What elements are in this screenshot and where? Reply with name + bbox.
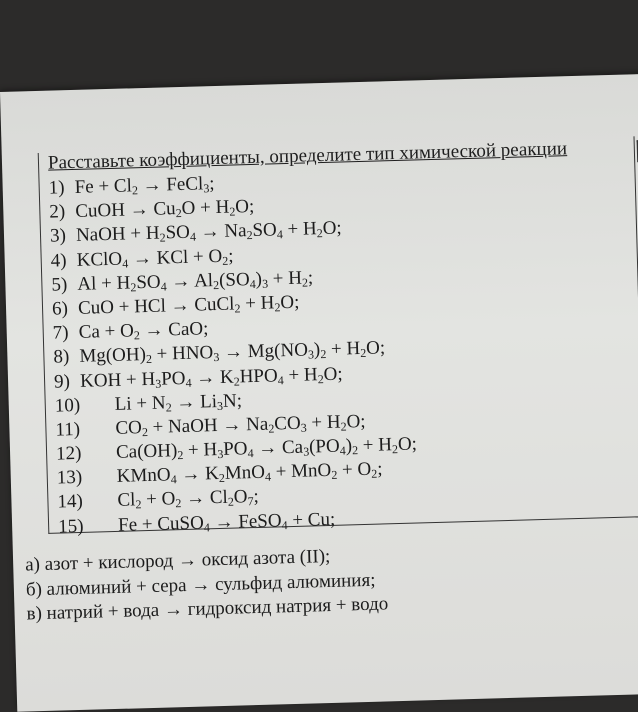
word-equation-item: в) натрий + вода → гидроксид натрия + водо bbox=[26, 593, 389, 625]
reaction-equation: $CO_2$ + NaOH → $Na_2CO_3 + H_2O$; bbox=[115, 410, 366, 440]
reaction-number: 4) bbox=[50, 249, 67, 272]
reaction-equation: KClO$_4$ → KCl + $O_2$; bbox=[76, 245, 234, 271]
worksheet-heading: Расставьте коэффициенты, определите тип химической реакции bbox=[47, 138, 568, 174]
word-equation-item: а) азот + кислород → оксид азота (II); bbox=[24, 545, 331, 576]
reaction-equation: $Ca(OH)_2 + H_3PO_4 \to Ca_3(PO_4)_2 + H_2O$; bbox=[115, 433, 418, 463]
reaction-equation: $Mg(OH)_2 + HNO_3 \to Mg(NO_3)_2 + H_2O$; bbox=[79, 337, 386, 368]
word-equation-item: б) алюминий + сера → сульфид алюминия; bbox=[25, 569, 376, 600]
reaction-number: 12) bbox=[55, 442, 82, 465]
reaction-equation: $Fe + Cl_2$ → FeCl$_3$; bbox=[74, 173, 215, 198]
reaction-equation: CuO + HCl → CuCl$_2$ + $H_2O$; bbox=[77, 291, 300, 319]
reaction-equation: $Li + N_2 \to Li_3N$; bbox=[114, 390, 243, 415]
reaction-number: 7) bbox=[52, 322, 69, 344]
reaction-equation: $Cl_2 + O_2 \to Cl_2O_7$; bbox=[117, 486, 260, 512]
reaction-number: 8) bbox=[53, 346, 70, 368]
reaction-number: 15) bbox=[57, 515, 84, 538]
reaction-number: 13) bbox=[56, 467, 83, 489]
reaction-number: 9) bbox=[53, 370, 71, 393]
reaction-equation: KOH + $H_3PO_4 \to K_2HPO_4 + H_2O$; bbox=[79, 363, 343, 392]
worksheet-paper bbox=[0, 74, 638, 712]
reaction-equation: KMnO$_4$ → $K_2MnO_4 + MnO_2 + O_2$; bbox=[116, 458, 383, 488]
reaction-equation: $Al + H_2SO_4 \to Al_2(SO_4)_3 + H_2$; bbox=[77, 267, 314, 295]
reaction-equation: $Ca + O_2$ → CaO; bbox=[78, 318, 209, 344]
reaction-number: 1) bbox=[48, 177, 65, 199]
reaction-equation: CuOH → $Cu_2O + H_2O$; bbox=[75, 196, 255, 223]
word-equation-list bbox=[25, 543, 389, 627]
reaction-number: 2) bbox=[49, 201, 66, 223]
reaction-list bbox=[48, 167, 419, 540]
reaction-number: 5) bbox=[51, 273, 68, 296]
reaction-number: 6) bbox=[51, 298, 69, 320]
reaction-number: 14) bbox=[57, 491, 84, 513]
reaction-number: 11) bbox=[55, 418, 81, 441]
reaction-number: 10) bbox=[54, 394, 81, 417]
reaction-equation: NaOH + $H_2SO_4 \to Na_2SO_4 + H_2O$; bbox=[75, 217, 342, 247]
reaction-number: 3) bbox=[49, 225, 67, 248]
reaction-equation: Fe + CuSO$_4$ → FeSO$_4$ + Cu; bbox=[117, 508, 336, 536]
